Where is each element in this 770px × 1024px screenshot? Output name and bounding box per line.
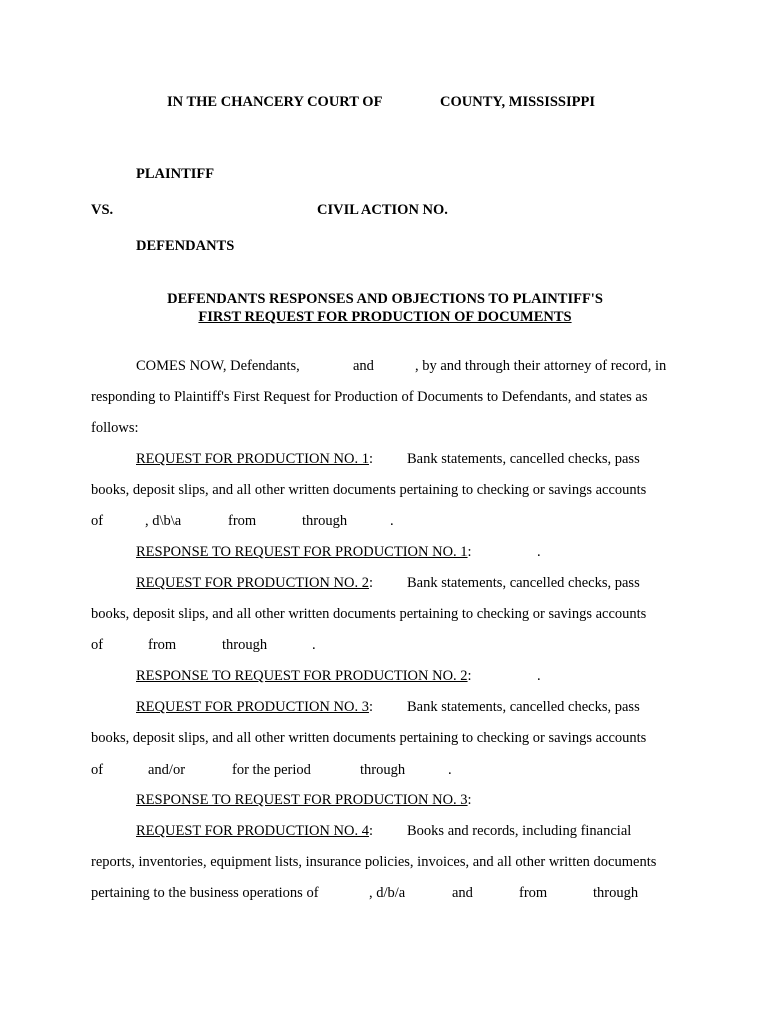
response-1-heading-line — [136, 544, 472, 561]
request-2-colon: : — [368, 575, 373, 591]
civil-action-label: CIVIL ACTION NO. — [317, 202, 448, 218]
vs-label: VS. — [91, 202, 114, 218]
request-3-text-line1: Bank statements, cancelled checks, pass — [407, 699, 640, 715]
request-3-heading-line — [136, 699, 373, 716]
request-2-word-from: from — [148, 637, 177, 653]
request-4-heading: REQUEST FOR PRODUCTION NO. 4 — [136, 823, 369, 839]
request-2-heading-line — [136, 575, 373, 592]
intro-line1-c: , by and through their attorney of record, in — [415, 358, 667, 374]
request-3-word-period-phrase: for the period — [232, 762, 311, 778]
court-name: IN THE CHANCERY COURT OF — [167, 94, 383, 110]
request-3-colon: : — [368, 699, 373, 715]
response-2-period: . — [537, 668, 541, 684]
request-2-period: . — [312, 637, 316, 653]
request-4-word-from: from — [519, 885, 548, 901]
request-3-period: . — [448, 762, 452, 778]
intro-line3: follows: — [91, 420, 139, 436]
request-2-word-through: through — [222, 637, 268, 653]
request-1-colon: : — [368, 451, 373, 467]
request-1-heading: REQUEST FOR PRODUCTION NO. 1 — [136, 451, 369, 467]
request-1-word-of: of — [91, 513, 104, 529]
request-4-text-line1: Books and records, including financial — [407, 823, 632, 839]
county-label: COUNTY, MISSISSIPPI — [440, 94, 595, 110]
request-1-word-through: through — [302, 513, 348, 529]
request-1-heading-line — [136, 451, 373, 468]
response-3-heading: RESPONSE TO REQUEST FOR PRODUCTION NO. 3 — [136, 792, 468, 808]
request-1-period: . — [390, 513, 394, 529]
document-title-line2: FIRST REQUEST FOR PRODUCTION OF DOCUMENTS — [198, 309, 572, 325]
request-2-word-of: of — [91, 637, 104, 653]
response-1-period: . — [537, 544, 541, 560]
plaintiff-label: PLAINTIFF — [136, 166, 215, 182]
request-1-word-dba: , d\b\a — [145, 513, 182, 529]
request-4-word-and: and — [452, 885, 473, 901]
intro-line1-a: COMES NOW, Defendants, — [136, 358, 300, 374]
intro-line1-b: and — [353, 358, 374, 374]
request-3-word-through: through — [360, 762, 406, 778]
response-1-colon: : — [467, 544, 472, 560]
request-3-text-line2: books, deposit slips, and all other written documents pertaining to checking or savings accounts — [91, 730, 647, 746]
response-2-heading: RESPONSE TO REQUEST FOR PRODUCTION NO. 2 — [136, 668, 468, 684]
response-3-colon: : — [467, 792, 472, 808]
request-4-heading-line — [136, 823, 373, 840]
request-3-word-of: of — [91, 762, 104, 778]
request-4-text-line2: reports, inventories, equipment lists, insurance policies, invoices, and all other written documents — [91, 854, 657, 870]
intro-line2: responding to Plaintiff's First Request for Production of Documents to Defendants, and states as — [91, 389, 648, 405]
request-2-text-line2: books, deposit slips, and all other written documents pertaining to checking or savings accounts — [91, 606, 647, 622]
response-3-heading-line — [136, 792, 472, 809]
request-4-word-pertaining: pertaining to the business operations of — [91, 885, 319, 901]
request-1-text-line1: Bank statements, cancelled checks, pass — [407, 451, 640, 467]
request-4-colon: : — [368, 823, 373, 839]
request-4-word-through: through — [593, 885, 639, 901]
defendants-label: DEFENDANTS — [136, 238, 235, 254]
request-1-word-from: from — [228, 513, 257, 529]
document-title-line1: DEFENDANTS RESPONSES AND OBJECTIONS TO PLAINTIFF'S — [167, 291, 603, 307]
request-2-heading: REQUEST FOR PRODUCTION NO. 2 — [136, 575, 369, 591]
response-2-colon: : — [467, 668, 472, 684]
request-4-word-dba: , d/b/a — [369, 885, 406, 901]
request-2-text-line1: Bank statements, cancelled checks, pass — [407, 575, 640, 591]
request-1-text-line2: books, deposit slips, and all other written documents pertaining to checking or savings accounts — [91, 482, 647, 498]
request-3-heading: REQUEST FOR PRODUCTION NO. 3 — [136, 699, 369, 715]
response-2-heading-line — [136, 668, 472, 685]
response-1-heading: RESPONSE TO REQUEST FOR PRODUCTION NO. 1 — [136, 544, 468, 560]
request-3-word-andor: and/or — [148, 762, 186, 778]
